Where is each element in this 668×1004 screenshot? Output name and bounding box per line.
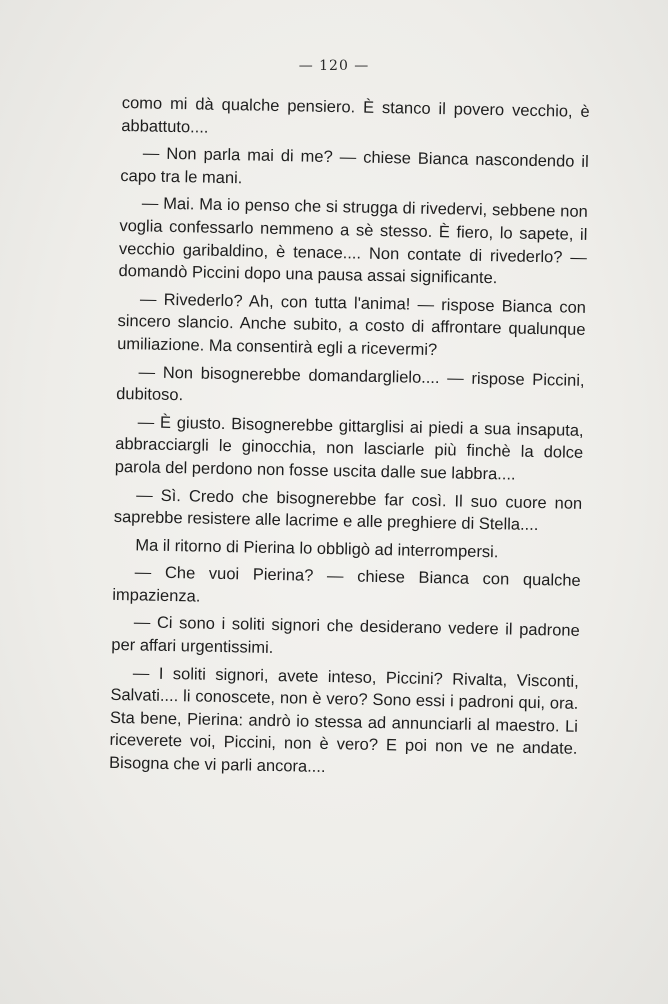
paragraph: — Non bisognerebbe domandarglielo.... — rispose Piccini, dubitoso. [116, 362, 585, 405]
paragraph: como mi dà qualche pensiero. È stanco il povero vecchio, è abbattuto.... [121, 93, 590, 137]
paragraph: — Che vuoi Pierina? — chiese Bianca con qualche impazienza. [112, 563, 581, 606]
paragraph: — I soliti signori, avete inteso, Piccini? Rivalta, Visconti, Salvati.... li conoscete, non è vero? Sono essi i padroni qui, ora. Sta bene, Pierina: andrò io stessa ad annunciarli al maestro. Li riceverete voi, Piccini, non è vero? E poi non ve ne andate. Bisogna che vi parli ancora.... [108, 663, 579, 777]
paragraph: — È giusto. Bisognerebbe gittarglisi ai piedi a sua insaputa, abbracciargli le ginocchia, non lasciarle più finchè la dolce parola del perdono non fosse uscita dalle sue labbra.... [114, 413, 584, 484]
paragraph: — Sì. Credo che bisognerebbe far così. Il suo cuore non saprebbe resistere alle lacrime e alle preghiere di Stella.... [113, 485, 583, 535]
body-text [109, 92, 590, 788]
paragraph: — Non parla mai di me? — chiese Bianca nascondendo il capo tra le mani. [120, 144, 589, 188]
paragraph: Ma il ritorno di Pierina lo obbligò ad interrompersi. [135, 536, 499, 561]
page-number: — 120 — [298, 58, 370, 74]
paragraph: — Rivederlo? Ah, con tutta l'anima! — rispose Bianca con sincero slancio. Anche subito, a costo di affrontare qualunque umiliazione. Ma consentirà egli a ricevermi? [116, 290, 587, 360]
paragraph: — Ci sono i soliti signori che desiderano vedere il padrone per affari urgentissimi. [111, 613, 580, 658]
paragraph: — Mai. Ma io penso che si strugga di rivedervi, sebbene non voglia confessarlo nemmeno a sè stesso. È fiero, lo sapete, il vecchio garibaldino, è tenace.... Non contate di rivederlo? — domandò Piccini dopo una pausa assai significante. [118, 194, 588, 288]
